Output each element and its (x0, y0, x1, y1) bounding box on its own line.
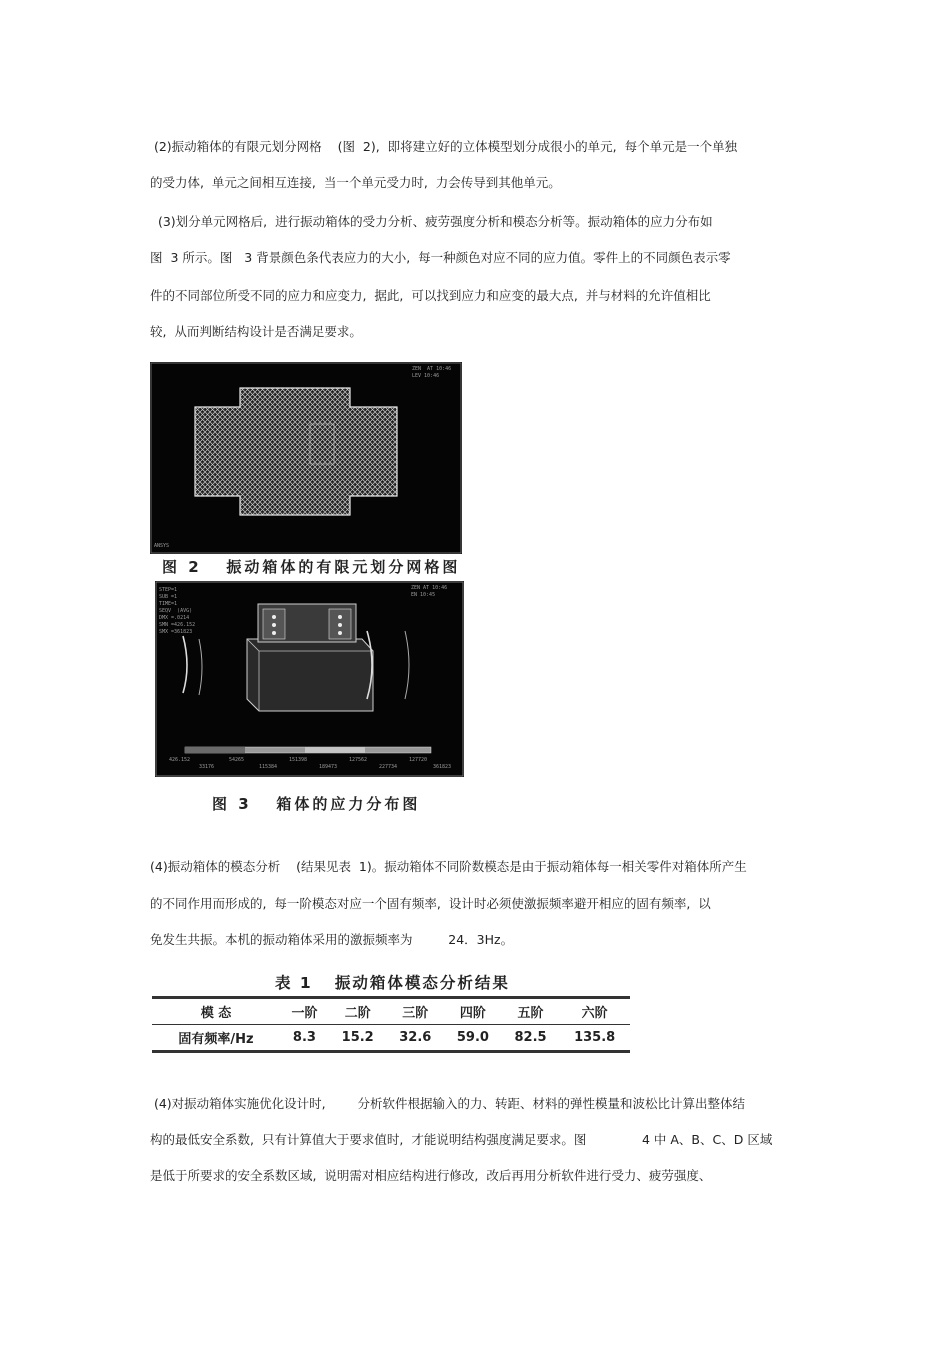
paragraph-3-line-2: 的不同作用而形成的, 每一阶模态对应一个固有频率, 设计时必须使激振频率避开相应的固有频率, 以 (150, 896, 711, 911)
table-cell: 固有频率/Hz (178, 1032, 254, 1047)
table-1-title: 表 1 振动箱体模态分析结果 (275, 974, 510, 992)
table-1 (152, 996, 630, 1053)
figure-3-caption: 图 3 箱体的应力分布图 (212, 795, 421, 813)
table-cell: 82.5 (514, 1030, 547, 1045)
paragraph-2-line-1: (3)划分单元网格后, 进行振动箱体的受力分析、疲劳强度分析和模态分析等。振动箱体的应力分布如 (150, 214, 713, 229)
paragraph-3-line-3: 免发生共振。本机的振动箱体采用的激振频率为 24．3Hz。 (150, 932, 514, 947)
colorbar-label-9: 127720 (409, 757, 428, 763)
mesh-body (195, 388, 397, 515)
table-header-cell: 模 态 (152, 998, 280, 1025)
colorbar-label-3: 54265 (229, 757, 245, 763)
table-cell: 8.3 (292, 1030, 316, 1045)
figure-2-caption: 图 2 振动箱体的有限元划分网格图 (162, 558, 461, 576)
paragraph-1-line-2: 的受力体, 单元之间相互连接, 当一个单元受力时, 力会传导到其他单元。 (150, 175, 561, 190)
table-header-cell: 三阶 (387, 998, 445, 1025)
paragraph-2-line-2: 图 3 所示。图 3 背景颜色条代表应力的大小, 每一种颜色对应不同的应力值。零件上的不同颜色表示零 (150, 250, 731, 265)
colorbar-label-5: 151398 (289, 757, 308, 763)
paragraph-2-line-4: 较, 从而判断结构设计是否满足要求。 (150, 324, 362, 339)
colorbar-label-10: 361823 (433, 764, 452, 770)
table-header-cell: 六阶 (559, 998, 630, 1025)
colorbar-label-4: 115384 (259, 764, 278, 770)
colorbar-label-6: 189473 (319, 764, 338, 770)
paragraph-1-line-1: (2)振动箱体的有限元划分网格 (图 2), 即将建立好的立体模型划分成很小的单元, 每个单元是一个单独 (150, 139, 738, 154)
paragraph-4-line-1: (4)对振动箱体实施优化设计时, 分析软件根据输入的力、转距、材料的弹性模量和波松比计算出整体结 (150, 1096, 745, 1111)
colorbar-label-1: 426.152 (169, 757, 191, 763)
figure-3-stress-image: STEP=1 SUB =1 TIME=1 SEQV (AVG) DMX =.0214 SMN =426.152 SMX =361823 ZEN AT 10:46 EN 10:45 426.152 33176 54265 115384 151398 189473 127562 227734 127720 361823 (155, 581, 464, 777)
figure-2-mesh-image: ZEN AT 10:46 LEV 10:46 ANSYS (150, 362, 462, 554)
table-cell: 59.0 (456, 1030, 489, 1045)
table-header-cell: 二阶 (329, 998, 387, 1025)
paragraph-4-line-3: 是低于所要求的安全系数区域, 说明需对相应结构进行修改, 改后再用分析软件进行受力、疲劳强度、 (150, 1168, 712, 1183)
stress-svg (155, 581, 464, 777)
colorbar-label-7: 127562 (349, 757, 368, 763)
table-header-cell: 四阶 (444, 998, 502, 1025)
table-row (152, 1025, 630, 1052)
mesh-svg (150, 362, 462, 554)
colorbar-label-8: 227734 (379, 764, 398, 770)
table-cell: 135.8 (574, 1030, 616, 1045)
table-header-cell: 一阶 (280, 998, 329, 1025)
paragraph-4-line-2: 构的最低安全系数, 只有计算值大于要求值时, 才能说明结构强度满足要求。图 4 中 A、B、C、D 区域 (150, 1132, 773, 1147)
table-cell: 15.2 (341, 1030, 374, 1045)
paragraph-3-line-1: (4)振动箱体的模态分析 (结果见表 1)。振动箱体不同阶数模态是由于振动箱体每一相关零件对箱体所产生 (150, 859, 747, 874)
table-cell: 32.6 (399, 1030, 432, 1045)
colorbar-label-2: 33176 (199, 764, 215, 770)
table-header-cell: 五阶 (502, 998, 560, 1025)
paragraph-2-line-3: 件的不同部位所受不同的应力和应变力, 据此, 可以找到应力和应变的最大点, 并与材料的允许值相比 (150, 288, 711, 303)
table-header-row (152, 998, 630, 1025)
